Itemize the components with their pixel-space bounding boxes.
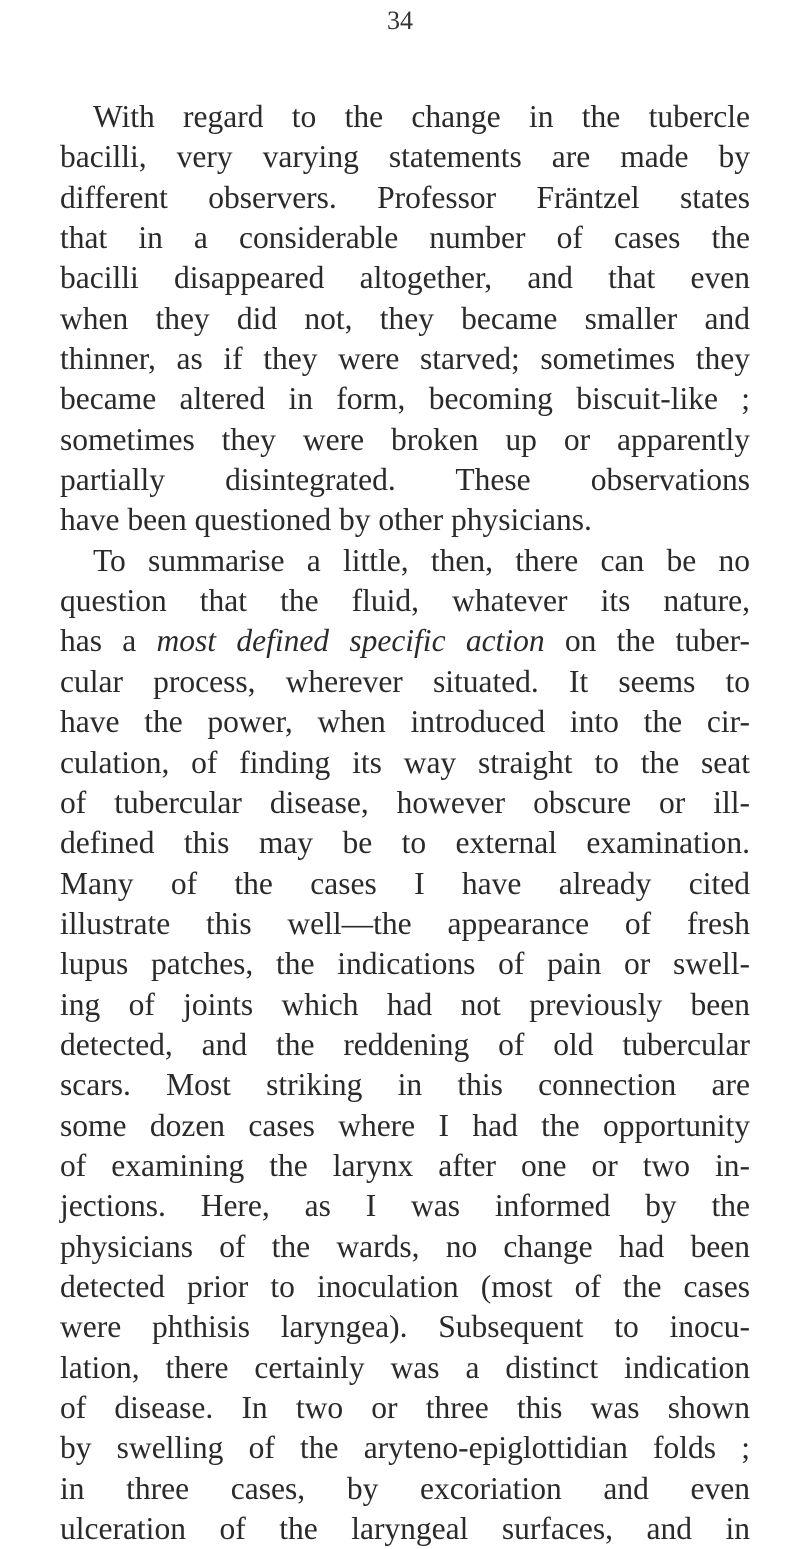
- text-line: of tubercular disease, however obscure or ill-: [60, 784, 750, 820]
- text-line-with-italic: [60, 621, 750, 661]
- text-line: jections. Here, as I was informed by the: [60, 1188, 750, 1224]
- text-line: question that the fluid, whatever its nature,: [60, 583, 750, 619]
- text-line: detected prior to inoculation (most of the cases: [60, 1268, 750, 1304]
- text-line: different observers. Professor Fräntzel states: [60, 179, 750, 215]
- body-text: [60, 97, 750, 1549]
- text-line: sometimes they were broken up or apparently: [60, 421, 750, 457]
- text-line: partially disintegrated. These observations: [60, 462, 750, 498]
- text-line: illustrate this well—the appearance of fresh: [60, 905, 750, 941]
- text-line: became altered in form, becoming biscuit-like ;: [60, 381, 750, 417]
- text-line: cular process, wherever situated. It seems to: [60, 663, 750, 699]
- text-line: bacilli, very varying statements are made by: [60, 139, 750, 175]
- text-line: physicians of the wards, no change had been: [60, 1228, 750, 1264]
- page-number: 34: [387, 6, 413, 35]
- text-line: lation, there certainly was a distinct indication: [60, 1349, 750, 1385]
- text-line: lupus patches, the indications of pain or swell-: [60, 946, 750, 982]
- text-line: of examining the larynx after one or two in-: [60, 1147, 750, 1183]
- text-line: when they did not, they became smaller and: [60, 300, 750, 336]
- text-line: Many of the cases I have already cited: [60, 865, 750, 901]
- text-line: by swelling of the aryteno-epiglottidian folds ;: [60, 1430, 750, 1466]
- text-line: in three cases, by excoriation and even: [60, 1470, 750, 1506]
- text-line: thinner, as if they were starved; sometimes they: [60, 341, 750, 377]
- text-line: culation, of finding its way straight to the seat: [60, 744, 750, 780]
- text-line: defined this may be to external examination.: [60, 825, 750, 861]
- text-line: With regard to the change in the tubercle: [93, 99, 750, 134]
- text-line: scars. Most striking in this connection are: [60, 1067, 750, 1103]
- text-line: bacilli disappeared altogether, and that even: [60, 260, 750, 296]
- italic-phrase: most defined specific action: [156, 623, 545, 659]
- text-line: were phthisis laryngea). Subsequent to inocu-: [60, 1309, 750, 1345]
- text-line: some dozen cases where I had the opportunity: [60, 1107, 750, 1143]
- text-line: have the power, when introduced into the cir-: [60, 704, 750, 740]
- text-line: To summarise a little, then, there can be no: [93, 542, 750, 578]
- text-line: that in a considerable number of cases the: [60, 220, 750, 256]
- text-run: on the tuber-: [544, 623, 750, 659]
- text-run: has a: [60, 623, 157, 659]
- text-line: detected, and the reddening of old tubercular: [60, 1026, 750, 1062]
- text-line: of disease. In two or three this was shown: [60, 1390, 750, 1425]
- text-line: have been questioned by other physicians.: [60, 502, 592, 538]
- text-line: ing of joints which had not previously been: [60, 986, 750, 1022]
- text-line: ulceration of the laryngeal surfaces, and in: [60, 1511, 750, 1547]
